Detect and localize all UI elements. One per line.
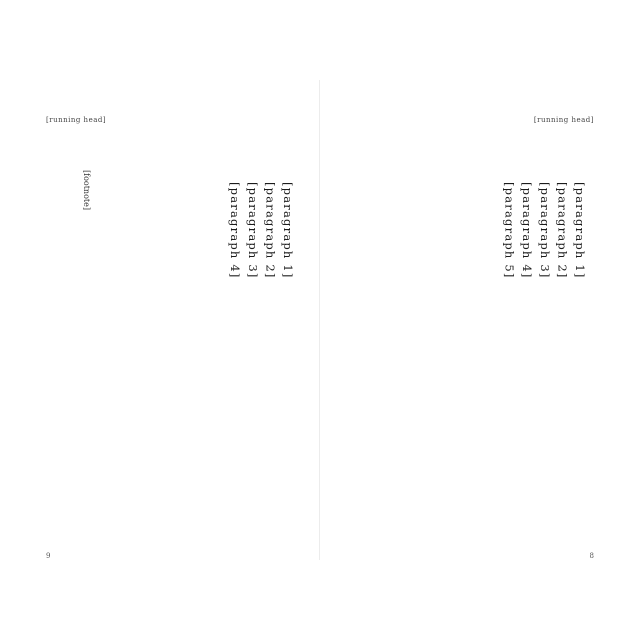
right-paragraph-3: [paragraph 3] — [537, 181, 552, 279]
left-page-number: 9 — [46, 552, 51, 560]
left-paragraph-2: [paragraph 2] — [263, 181, 278, 279]
right-page-number: 8 — [589, 552, 594, 560]
left-page — [46, 80, 320, 560]
left-paragraph-1: [paragraph 1] — [281, 181, 295, 279]
right-paragraph-4: [paragraph 4] — [520, 181, 535, 279]
right-paragraph-2: [paragraph 2] — [555, 181, 570, 279]
left-paragraph-4: [paragraph 4] — [228, 181, 243, 279]
right-paragraph-1: [paragraph 1] — [573, 181, 587, 279]
left-paragraph-3: [paragraph 3] — [245, 181, 260, 279]
left-footnote: [footnote] — [82, 170, 91, 210]
right-paragraph-5: [paragraph 5] — [502, 181, 517, 279]
right-body-text — [318, 170, 588, 470]
right-page — [320, 80, 594, 560]
right-running-head: [running head] — [533, 116, 594, 124]
left-body-text — [66, 170, 296, 470]
left-running-head: [running head] — [46, 116, 107, 124]
